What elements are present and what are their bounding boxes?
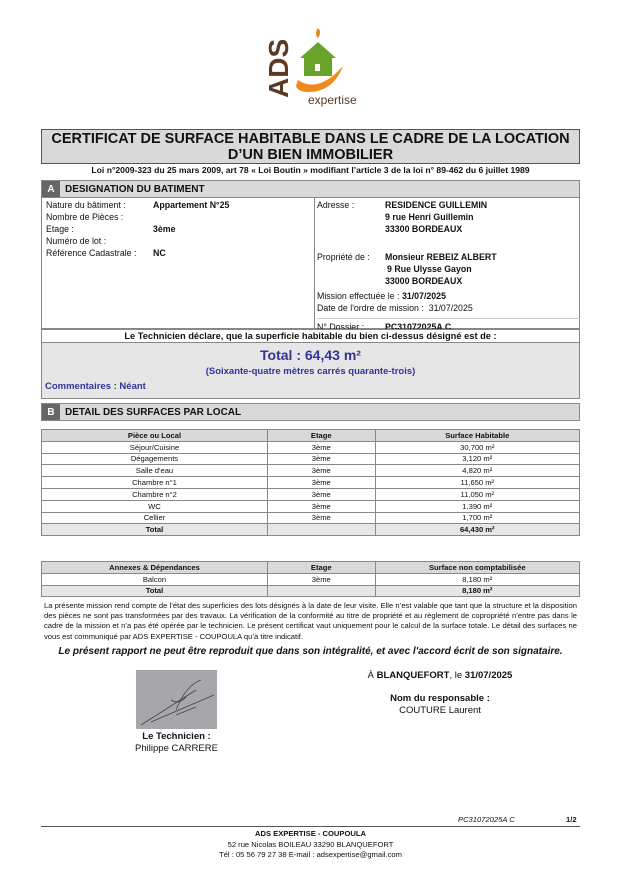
column-header: Etage — [267, 430, 375, 442]
table-cell: Chambre n°1 — [42, 477, 268, 489]
table-header — [42, 430, 580, 442]
svg-text:expertise: expertise — [308, 93, 357, 107]
law-reference: Loi n°2009-323 du 25 mars 2009, art 78 « Loi Boutin » modifiant l’article 3 de la loi n° 89-462 du 6 juillet 1989 — [91, 165, 530, 175]
footer-address: 52 rue Nicolas BOILEAU 33290 BLANQUEFORT — [227, 839, 394, 849]
designation-row — [46, 211, 311, 223]
column-header: Surface non comptabilisée — [375, 562, 579, 574]
table-cell: 3ème — [267, 477, 375, 489]
mission-label: Mission effectuée le : — [317, 291, 400, 301]
responsible-label: Nom du responsable : — [390, 693, 490, 704]
designation-label: Etage : — [46, 224, 74, 234]
table-cell: 11,050 m² — [375, 488, 579, 500]
footer-divider — [41, 826, 580, 827]
svg-text:ADS: ADS — [263, 38, 294, 98]
total-cell: Total — [42, 585, 268, 597]
responsible-name: COUTURE Laurent — [399, 705, 481, 716]
dossier-label: N° Dossier : — [317, 322, 365, 332]
table-cell: Dégagements — [42, 453, 268, 465]
table-cell: Séjour/Cuisine — [42, 441, 268, 453]
certificate-title — [41, 129, 580, 164]
owner: Monsieur REBEIZ ALBERT 9 Rue Ulysse Gayon 33000 BORDEAUX — [385, 252, 497, 286]
sign-date: 31/07/2025 — [464, 670, 513, 681]
dossier-number: PC31072025A C — [385, 322, 452, 332]
comments: Commentaires : Néant — [45, 381, 146, 392]
reproduction-warning: Le présent rapport ne peut être reproduit que dans son intégralité, et avec l'accord écrit de son signataire. — [58, 646, 563, 657]
table-row — [42, 441, 580, 453]
place: BLANQUEFORT — [376, 670, 450, 681]
section-letter: A — [42, 181, 60, 197]
column-header: Pièce ou Local — [42, 430, 268, 442]
technician-name: Philippe CARRERE — [135, 743, 218, 754]
section-title: DESIGNATION DU BATIMENT — [65, 183, 205, 195]
disclaimer: La présente mission rend compte de l’état des superficies des lots désignés à la date de leur visite. Elle n’est valable que tant que la structure et la disposition des pièces ne sont pas transformées par des travaux. La vérification de la conformité au titre de propriété et au règlement de copropriété n’entre pas dans le cadre de la mission et n’a pas été opérée par le technicien. Le présent certificat vaut uniquement pour le calcul de la surface totale. Le détail des surfaces ne vous est communiqué par ADS EXPERTISE - COUPOULA qu’à titre indicatif. — [44, 601, 577, 641]
table-row — [42, 488, 580, 500]
section-letter: B — [42, 404, 60, 420]
table-cell: 11,650 m² — [375, 477, 579, 489]
address-label: Adresse : — [317, 200, 355, 210]
document-reference: PC31072025A C — [458, 815, 515, 824]
order-label: Date de l'ordre de mission : — [317, 303, 424, 313]
column-header: Surface Habitable — [375, 430, 579, 442]
table-cell: 3ème — [267, 500, 375, 512]
table-cell: 3ème — [267, 465, 375, 477]
table-cell: 8,180 m² — [375, 573, 579, 585]
technician-block — [100, 731, 253, 755]
table-cell: Balcon — [42, 573, 268, 585]
designation-label: Nature du bâtiment : — [46, 200, 126, 210]
designation-row — [46, 199, 311, 211]
signing-block: À BLANQUEFORT, le 31/07/2025 Nom du responsable : COUTURE Laurent — [320, 670, 560, 717]
table-cell: 4,820 m² — [375, 465, 579, 477]
table-cell: 3ème — [267, 573, 375, 585]
total-cell: Total — [42, 524, 268, 536]
footer-company: ADS EXPERTISE - COUPOULA — [255, 829, 366, 838]
building-designation — [41, 197, 580, 332]
annexes-table — [41, 561, 580, 597]
section-b-header — [41, 403, 580, 421]
total-in-words: (Soixante-quatre mètres carrés quarante-trois) — [205, 366, 416, 377]
title-line-1: CERTIFICAT DE SURFACE HABITABLE DANS LE CADRE DE LA LOCATION — [51, 131, 570, 147]
column-header: Etage — [267, 562, 375, 574]
technician-label: Le Technicien : — [142, 731, 211, 742]
designation-label: Nombre de Pièces : — [46, 212, 124, 222]
total-surface: Total : 64,43 m² — [260, 347, 361, 363]
table-header — [42, 562, 580, 574]
owner-label: Propriété de : — [317, 252, 370, 262]
table-row — [42, 465, 580, 477]
technician-signature — [136, 670, 217, 729]
footer-contact: Tél : 05 56 79 27 38 E-mail : adsexpertise@gmail.com — [219, 850, 402, 859]
designation-value: NC — [153, 248, 166, 258]
designation-value: 3ème — [153, 224, 176, 234]
table-cell: 3ème — [267, 441, 375, 453]
total-cell — [267, 585, 375, 597]
table-row — [42, 512, 580, 524]
designation-value: Appartement N°25 — [153, 200, 230, 210]
table-cell: 3ème — [267, 488, 375, 500]
total-cell — [267, 524, 375, 536]
table-cell: 1,700 m² — [375, 512, 579, 524]
total-cell: 64,430 m² — [375, 524, 579, 536]
mission-date: 31/07/2025 — [401, 291, 446, 301]
order-date: 31/07/2025 — [428, 303, 473, 313]
total-surface-box — [41, 343, 580, 399]
designation-label: Référence Cadastrale : — [46, 248, 137, 258]
rooms-table — [41, 429, 580, 536]
table-cell: 1,390 m² — [375, 500, 579, 512]
table-cell: 3ème — [267, 512, 375, 524]
table-cell: WC — [42, 500, 268, 512]
table-row — [42, 453, 580, 465]
section-a-header — [41, 180, 580, 198]
table-cell: 3ème — [267, 453, 375, 465]
designation-label: Numéro de lot : — [46, 236, 107, 246]
designation-row — [46, 223, 311, 235]
declaration: Le Technicien déclare, que la superficie habitable du bien ci-dessus désigné est de : — [41, 329, 580, 343]
table-cell: 30,700 m² — [375, 441, 579, 453]
total-row — [42, 524, 580, 536]
designation-row — [46, 247, 311, 259]
designation-row — [46, 235, 311, 247]
address: RESIDENCE GUILLEMIN 9 rue Henri Guillemin 33300 BORDEAUX — [385, 200, 488, 234]
table-cell: Cellier — [42, 512, 268, 524]
table-row — [42, 500, 580, 512]
ads-expertise-logo — [263, 20, 358, 110]
footer — [41, 829, 580, 861]
section-title: DETAIL DES SURFACES PAR LOCAL — [65, 406, 242, 418]
title-line-2: D’UN BIEN IMMOBILIER — [227, 147, 394, 163]
table-row — [42, 477, 580, 489]
table-cell: 3,120 m² — [375, 453, 579, 465]
total-row — [42, 585, 580, 597]
page-number: 1/2 — [566, 815, 577, 824]
column-header: Annexes & Dépendances — [42, 562, 268, 574]
table-cell: Salle d'eau — [42, 465, 268, 477]
table-cell: Chambre n°2 — [42, 488, 268, 500]
table-row — [42, 573, 580, 585]
total-cell: 8,180 m² — [375, 585, 579, 597]
